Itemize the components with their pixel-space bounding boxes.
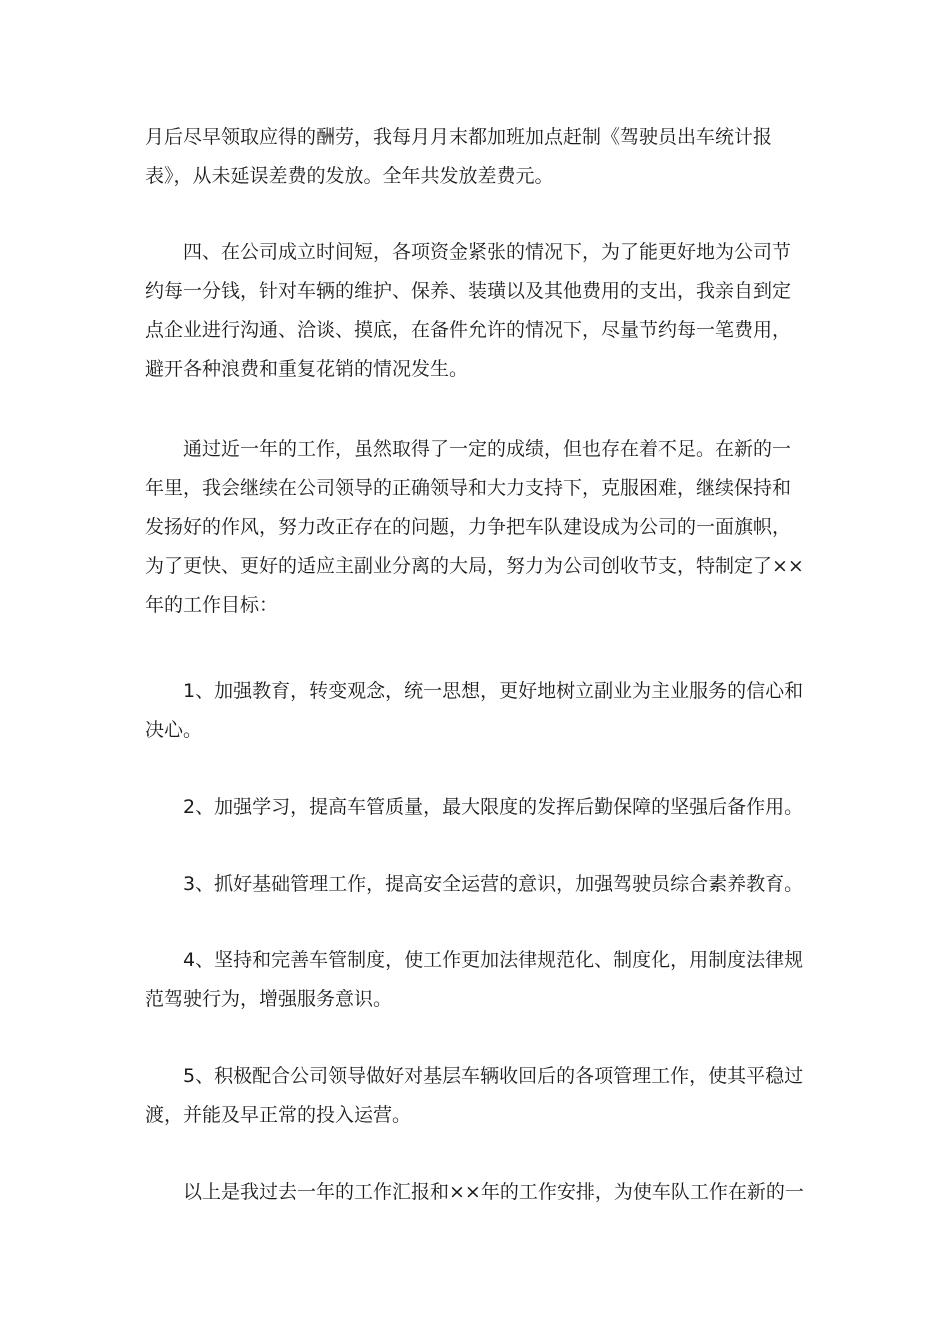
list-item-goal-5 (145, 1057, 810, 1135)
text-line: 避开各种浪费和重复花销的情况发生。 (145, 358, 469, 380)
text-line: 约每一分钱，针对车辆的维护、保养、装璜以及其他费用的支出，我亲自到定 (145, 280, 792, 302)
text-line: 3、抓好基础管理工作，提高安全运营的意识，加强驾驶员综合素养教育。 (145, 873, 804, 895)
text-line: 四、在公司成立时间短，各项资金紧张的情况下，为了能更好地为公司节 (145, 241, 792, 263)
paragraph-closing (145, 1173, 810, 1212)
text-line: 以上是我过去一年的工作汇报和××年的工作安排，为使车队工作在新的一 (145, 1181, 804, 1203)
text-line: 年的工作目标： (145, 594, 279, 616)
text-line: 月后尽早领取应得的酬劳，我每月月末都加班加点赶制《驾驶员出车统计报 (145, 126, 773, 148)
text-line: 2、加强学习，提高车管质量，最大限度的发挥后勤保障的坚强后备作用。 (145, 796, 804, 818)
text-line: 表》，从未延误差费的发放。全年共发放差费元。 (145, 165, 554, 187)
text-line: 1、加强教育，转变观念，统一思想，更好地树立副业为主业服务的信心和 (145, 680, 804, 702)
list-item-goal-2 (145, 788, 810, 827)
paragraph-salary-report (145, 118, 810, 196)
text-line: 渡，并能及早正常的投入运营。 (145, 1104, 412, 1126)
text-line: 点企业进行沟通、洽谈、摸底，在备件允许的情况下，尽量节约每一笔费用， (145, 319, 792, 341)
paragraph-point-four (145, 233, 810, 389)
text-line: 年里，我会继续在公司领导的正确领导和大力支持下，克服困难，继续保持和 (145, 477, 792, 499)
text-line: 5、积极配合公司领导做好对基层车辆收回后的各项管理工作，使其平稳过 (145, 1065, 804, 1087)
text-line: 发扬好的作风，努力改正存在的问题，力争把车队建设成为公司的一面旗帜， (145, 516, 792, 538)
list-item-goal-3 (145, 865, 810, 904)
text-line: 通过近一年的工作，虽然取得了一定的成绩，但也存在着不足。在新的一 (145, 438, 792, 460)
text-line: 范驾驶行为，增强服务意识。 (145, 988, 393, 1010)
text-line: 为了更快、更好的适应主副业分离的大局，努力为公司创收节支，特制定了×× (145, 555, 804, 577)
paragraph-summary (145, 430, 810, 625)
list-item-goal-1 (145, 672, 810, 750)
list-item-goal-4 (145, 941, 810, 1019)
text-line: 4、坚持和完善车管制度，使工作更加法律规范化、制度化，用制度法律规 (145, 949, 804, 971)
text-line: 决心。 (145, 719, 203, 741)
